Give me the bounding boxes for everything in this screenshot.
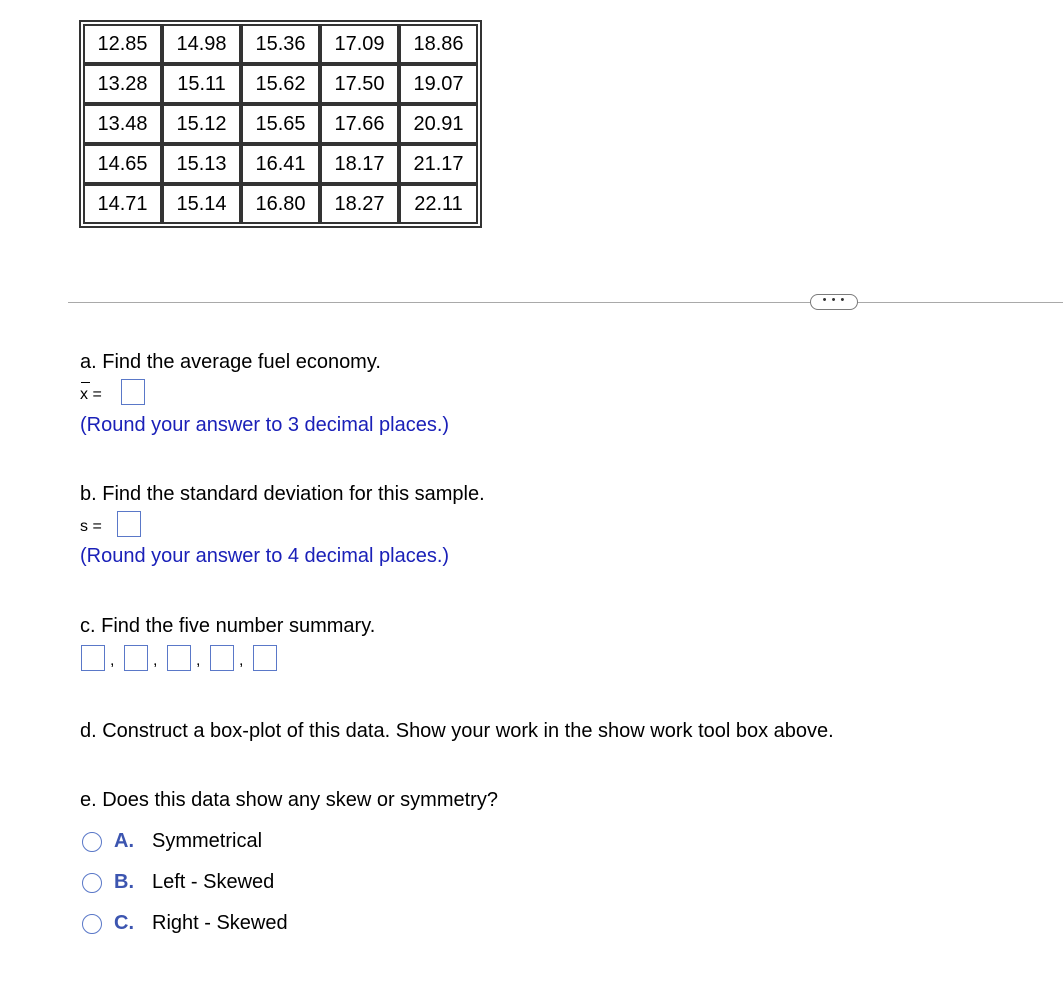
table-cell: 17.50	[320, 64, 399, 104]
hint-a: (Round your answer to 3 decimal places.)	[80, 414, 450, 436]
separator: ,	[153, 652, 158, 669]
hint-b: (Round your answer to 4 decimal places.)	[80, 545, 450, 567]
table-cell: 13.48	[83, 104, 162, 144]
separator: ,	[196, 652, 201, 669]
table-cell: 14.71	[83, 184, 162, 224]
table-cell: 15.62	[241, 64, 320, 104]
option-text: Symmetrical	[152, 830, 263, 852]
table-cell: 21.17	[399, 144, 478, 184]
median-answer-input[interactable]	[167, 645, 191, 671]
option-text: Right - Skewed	[152, 912, 288, 934]
min-answer-input[interactable]	[81, 645, 105, 671]
separator: ,	[239, 652, 244, 669]
table-cell: 14.98	[162, 24, 241, 64]
table-cell: 18.86	[399, 24, 478, 64]
question-d: d. Construct a box-plot of this data. Show your work in the show work tool box above.	[80, 720, 834, 742]
table-cell: 15.65	[241, 104, 320, 144]
xbar-label	[80, 386, 102, 404]
q1-answer-input[interactable]	[124, 645, 148, 671]
table-cell: 17.66	[320, 104, 399, 144]
table-cell: 20.91	[399, 104, 478, 144]
table-row	[83, 144, 478, 184]
table-cell: 15.12	[162, 104, 241, 144]
table-cell: 18.17	[320, 144, 399, 184]
table-cell: 15.14	[162, 184, 241, 224]
question-e: e. Does this data show any skew or symmetry?	[80, 789, 498, 811]
table-cell: 14.65	[83, 144, 162, 184]
table-row	[83, 24, 478, 64]
more-options-button[interactable]: • • •	[810, 294, 858, 310]
mean-answer-input[interactable]	[121, 379, 145, 405]
radio-button[interactable]	[82, 873, 102, 893]
table-cell: 16.41	[241, 144, 320, 184]
table-cell: 17.09	[320, 24, 399, 64]
question-a: a. Find the average fuel economy.	[80, 351, 381, 373]
table-cell: 19.07	[399, 64, 478, 104]
s-label: s =	[80, 518, 102, 535]
table-cell: 16.80	[241, 184, 320, 224]
separator: ,	[110, 652, 115, 669]
option-text: Left - Skewed	[152, 871, 275, 893]
table-cell: 13.28	[83, 64, 162, 104]
option-letter: B.	[114, 871, 134, 893]
max-answer-input[interactable]	[253, 645, 277, 671]
question-b: b. Find the standard deviation for this sample.	[80, 483, 485, 505]
question-c: c. Find the five number summary.	[80, 615, 376, 637]
section-divider	[68, 302, 1063, 303]
table-cell: 15.13	[162, 144, 241, 184]
xbar-symbol	[80, 386, 102, 404]
table-cell: 22.11	[399, 184, 478, 224]
std-dev-answer-input[interactable]	[117, 511, 141, 537]
q3-answer-input[interactable]	[210, 645, 234, 671]
table-cell: 15.11	[162, 64, 241, 104]
radio-button[interactable]	[82, 832, 102, 852]
table-row	[83, 184, 478, 224]
data-table	[79, 20, 482, 228]
xbar-equation: x =	[80, 386, 102, 403]
overline	[81, 382, 90, 383]
option-letter: A.	[114, 830, 134, 852]
table-row	[83, 64, 478, 104]
table-cell: 18.27	[320, 184, 399, 224]
radio-button[interactable]	[82, 914, 102, 934]
table-cell: 15.36	[241, 24, 320, 64]
option-letter: C.	[114, 912, 134, 934]
table-cell: 12.85	[83, 24, 162, 64]
table-row	[83, 104, 478, 144]
